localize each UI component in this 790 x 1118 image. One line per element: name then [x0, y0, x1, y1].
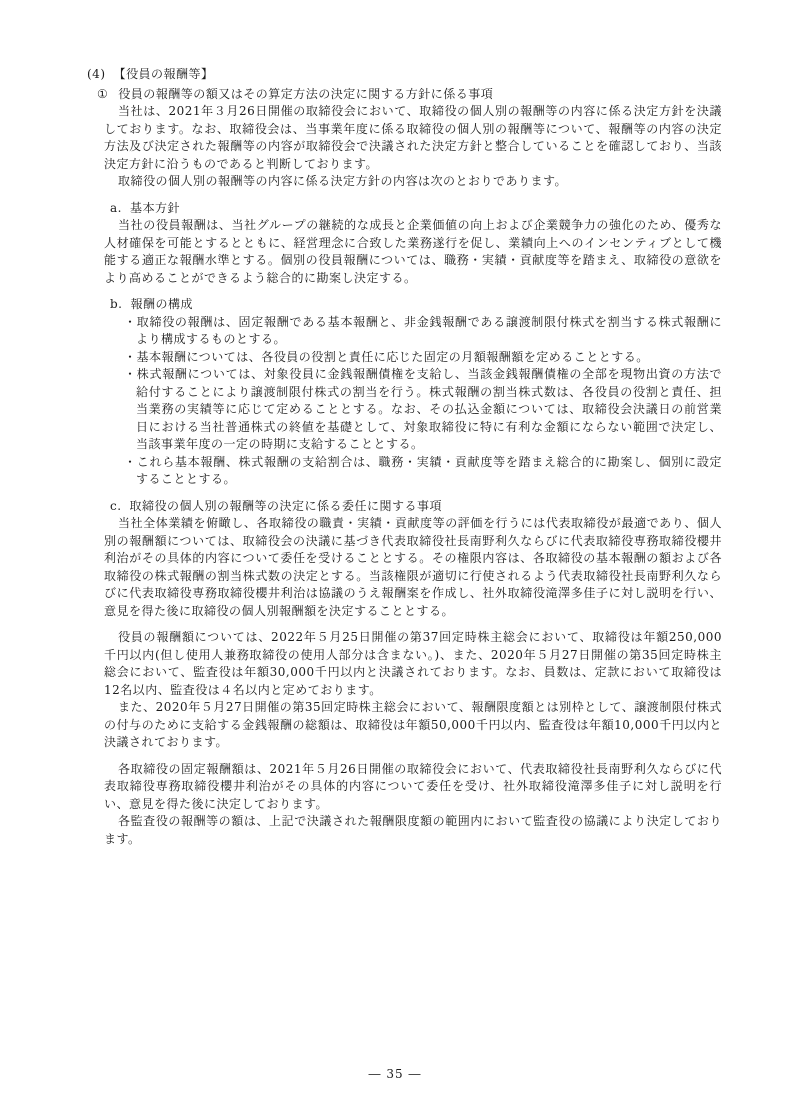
- subsection-heading: [97, 86, 722, 104]
- intro-note: 取締役の個人別の報酬等の内容に係る決定方針の内容は次のとおりであります。: [118, 174, 568, 188]
- policy-item-b-heading: [110, 296, 722, 314]
- resolution-paragraph: また、2020年５月27日開催の第35回定時株主総会において、報酬限度額とは別枠として、譲渡制限付株式の付与のために支給する金銭報酬の総額は、取締役は年額50,000千円以内、監査役は年額10,000千円以内と決議されております。: [104, 700, 722, 749]
- policy-item-b-bullets: [124, 314, 722, 489]
- section-heading: [87, 66, 722, 84]
- policy-item-c-title: 取締役の個人別の報酬等の決定に係る委任に関する事項: [129, 498, 443, 513]
- bullet-mark: ・: [124, 314, 137, 329]
- bullet-item: [124, 366, 722, 454]
- section-number: (4): [87, 67, 106, 81]
- policy-item-b-title: 報酬の構成: [130, 297, 194, 311]
- bullet-item: [124, 314, 722, 349]
- subsection-number: ①: [97, 86, 109, 101]
- resolution-paragraph: 役員の報酬額については、2022年５月25日開催の第37回定時株主総会において、取締役は年額250,000千円以内(但し使用人兼務取締役の使用人部分は含まない。)、また、2020年５月27日開催の第35回定時株主総会において、監査役は年額30,000千円以内と決議されております。なお、員数は、定款において取締役は12名以内、監査役は４名以内と定めております。: [104, 630, 722, 697]
- policy-item-c-body: 当社全体業績を俯瞰し、各取締役の職責・実績・貢献度等の評価を行うには代表取締役が最適であり、個人別の報酬額については、取締役会の決議に基づき代表取締役社長南野利久ならびに代表取締役専務取締役櫻井利治がその具体的内容について委任を受けることとする。その権限内容は、各取締役の基本報酬の額および各取締役の株式報酬の割当株式数の決定とする。当該権限が適切に行使されるよう代表取締役社長南野利久ならびに代表取締役専務取締役櫻井利治は協議のうえ報酬案を作成し、社外取締役滝澤多佳子に対し説明を行い、意見を得た後に取締役の個人別報酬額を決定することとする。: [104, 516, 722, 618]
- policy-item-a-title: 基本方針: [129, 200, 180, 215]
- bullet-mark: ・: [124, 454, 137, 469]
- page-number: ― 35 ―: [368, 1067, 422, 1081]
- intro-paragraph: 当社は、2021年３月26日開催の取締役会において、取締役の個人別の報酬等の内容に係る決定方針を決議しております。なお、取締役会は、当事業年度に係る取締役の個人別の報酬等について、報酬等の内容の決定方法及び決定された報酬等の内容が取締役会で決議された決定方針と整合していることを確認しており、当該決定方針に沿うものであると判断しております。: [104, 104, 722, 171]
- bullet-mark: ・: [124, 367, 137, 381]
- policy-item-a-heading: [110, 200, 722, 218]
- bullet-item: [124, 454, 722, 489]
- policy-item-b-label: b.: [110, 297, 123, 311]
- section-title: 【役員の報酬等】: [113, 67, 214, 81]
- policy-item-a-body: 当社の役員報酬は、当社グループの継続的な成長と企業価値の向上および企業競争力の強化のため、優秀な人材確保を可能とするとともに、経営理念に合致した業務遂行を促し、業績向上へのインセンティブとして機能する適正な報酬水準とする。個別の役員報酬については、職務・実績・貢献度等を踏まえ、取締役の意欲をより高めることができるよう総合的に勘案し決定する。: [104, 218, 722, 285]
- bullet-text: 株式報酬については、対象役員に金銭報酬債権を支給し、当該金銭報酬債権の全部を現物出資の方法で給付することにより譲渡制限付株式の割当を行う。株式報酬の割当株式数は、各役員の役割と責任、担当業務の実績等に応じて定めることとする。なお、その払込金額については、取締役会決議日の前営業日における当社普通株式の終値を基礎として、対象取締役に特に有利な金額にならない範囲で決定し、当該事業年度の一定の時期に支給することとする。: [136, 367, 722, 451]
- policy-item-c-heading: [110, 498, 722, 516]
- bullet-item: [124, 349, 722, 367]
- decision-paragraph: 各監査役の報酬等の額は、上記で決議された報酬限度額の範囲内において監査役の協議により決定しております。: [104, 814, 722, 846]
- policy-item-c-label: c.: [110, 498, 122, 513]
- bullet-text: 取締役の報酬は、固定報酬である基本報酬と、非金銭報酬である譲渡制限付株式を割当する株式報酬により構成するものとする。: [136, 314, 722, 346]
- subsection-title: 役員の報酬等の額又はその算定方法の決定に関する方針に係る事項: [118, 86, 494, 101]
- policy-item-a-label: a.: [110, 200, 122, 215]
- bullet-mark: ・: [124, 349, 137, 364]
- bullet-text: これら基本報酬、株式報酬の支給割合は、職務・実績・貢献度等を踏まえ総合的に勘案し、個別に設定することとする。: [136, 454, 722, 486]
- decision-paragraph: 各取締役の固定報酬額は、2021年５月26日開催の取締役会において、代表取締役社長南野利久ならびに代表取締役専務取締役櫻井利治がその具体的内容について委任を受け、社外取締役滝澤多佳子に対し説明を行い、意見を得た後に決定しております。: [104, 761, 722, 811]
- bullet-text: 基本報酬については、各役員の役割と責任に応じた固定の月額報酬額を定めることとする。: [136, 349, 649, 364]
